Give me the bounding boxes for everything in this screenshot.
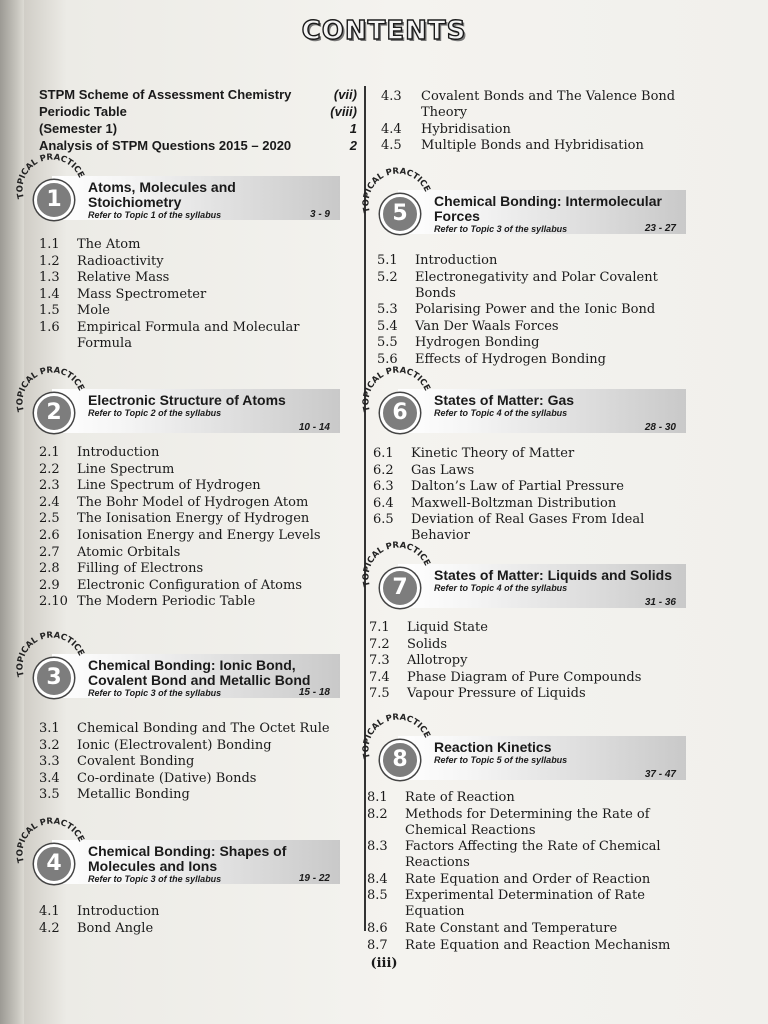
list-item xyxy=(39,787,357,803)
list-item xyxy=(367,807,687,839)
item-text: Rate Equation and Order of Reaction xyxy=(405,871,651,887)
prelim-label: Periodic Table xyxy=(39,104,127,119)
list-item xyxy=(367,872,687,888)
prelim-page: 1 xyxy=(349,121,357,136)
topic-items xyxy=(373,446,693,545)
item-number: 1.2 xyxy=(39,253,60,269)
item-text: Kinetic Theory of Matter xyxy=(411,446,575,461)
topic-items xyxy=(367,790,687,954)
item-number: 5.1 xyxy=(377,253,398,268)
item-text: Radioactivity xyxy=(77,253,164,269)
topic-items xyxy=(39,237,357,353)
item-number: 6.1 xyxy=(373,446,394,461)
list-item xyxy=(367,921,687,937)
prelim-page: (vii) xyxy=(333,87,357,102)
topic-header xyxy=(15,365,340,437)
item-text: Ionisation Energy and Energy Levels xyxy=(77,527,321,543)
list-item xyxy=(369,670,689,686)
list-item xyxy=(39,578,357,594)
list-item xyxy=(377,270,697,302)
item-text: Effects of Hydrogen Bonding xyxy=(415,351,606,367)
topic-page-range: 19 - 22 xyxy=(298,873,330,884)
list-item xyxy=(367,839,687,871)
svg-text:TOPICAL PRACTICE: TOPICAL PRACTICE xyxy=(361,540,432,588)
item-text: Dalton’s Law of Partial Pressure xyxy=(411,479,624,495)
topic-items xyxy=(39,445,357,611)
item-text: Vapour Pressure of Liquids xyxy=(407,686,586,702)
item-text: Rate Constant and Temperature xyxy=(405,920,618,936)
list-item xyxy=(39,478,357,494)
prelim-label: (Semester 1) xyxy=(39,121,118,136)
item-number: 6.5 xyxy=(373,512,394,528)
item-number: 3.1 xyxy=(39,721,60,736)
topic-header xyxy=(15,152,340,224)
item-number: 3.4 xyxy=(39,770,60,786)
list-item xyxy=(39,754,357,770)
list-item xyxy=(39,303,357,319)
item-number: 5.4 xyxy=(377,318,398,334)
item-number: 1.6 xyxy=(39,319,60,335)
list-item xyxy=(367,790,687,806)
item-number: 2.5 xyxy=(39,511,60,527)
svg-text:TOPICAL PRACTICE: TOPICAL PRACTICE xyxy=(15,816,86,864)
topic-syllabus-ref: Refer to Topic 3 of the syllabus xyxy=(88,874,222,884)
item-text: Hydrogen Bonding xyxy=(415,335,540,351)
topic-number-badge: 3 xyxy=(34,658,74,698)
topic-title: Atoms, Molecules and Stoichiometry xyxy=(88,179,236,210)
item-number: 5.2 xyxy=(377,269,398,285)
item-text: Allotropy xyxy=(407,653,468,669)
item-text: Van Der Waals Forces xyxy=(415,318,559,334)
item-number: 2.2 xyxy=(39,461,60,477)
item-text: Liquid State xyxy=(407,620,488,635)
list-item xyxy=(377,302,697,318)
list-item xyxy=(39,594,357,610)
item-number: 2.10 xyxy=(39,594,68,610)
prelim-label: Analysis of STPM Questions 2015 – 2020 xyxy=(39,138,292,153)
item-text: Phase Diagram of Pure Compounds xyxy=(407,669,642,685)
list-item xyxy=(39,511,357,527)
list-item xyxy=(373,512,693,544)
svg-text:TOPICAL PRACTICE: TOPICAL PRACTICE xyxy=(361,365,432,413)
item-number: 4.1 xyxy=(39,904,60,919)
topic-title: Electronic Structure of Atoms xyxy=(88,392,286,408)
topic-syllabus-ref: Refer to Topic 2 of the syllabus xyxy=(88,408,222,418)
topic-syllabus-ref: Refer to Topic 4 of the syllabus xyxy=(434,408,568,418)
item-number: 1.4 xyxy=(39,286,60,302)
topic-header xyxy=(361,365,686,437)
topic-page-range: 15 - 18 xyxy=(298,687,330,698)
item-text: Multiple Bonds and Hybridisation xyxy=(421,138,644,154)
item-number: 2.7 xyxy=(39,544,60,560)
topic-syllabus-ref: Refer to Topic 5 of the syllabus xyxy=(434,755,568,765)
list-item xyxy=(373,496,693,512)
svg-text:TOPICAL PRACTICE: TOPICAL PRACTICE xyxy=(361,166,432,214)
topic-title-block xyxy=(434,740,678,765)
topic-syllabus-ref: Refer to Topic 3 of the syllabus xyxy=(434,224,568,234)
item-number: 8.1 xyxy=(367,790,388,805)
item-text: Relative Mass xyxy=(77,270,170,286)
item-text: The Modern Periodic Table xyxy=(77,594,256,610)
topic-items xyxy=(39,904,357,937)
topic-number-badge: 5 xyxy=(380,194,420,234)
list-item xyxy=(39,287,357,303)
item-text: Chemical Bonding and The Octet Rule xyxy=(77,721,330,736)
svg-text:TOPICAL PRACTICE: TOPICAL PRACTICE xyxy=(361,712,432,760)
item-number: 7.4 xyxy=(369,669,390,685)
list-item xyxy=(373,479,693,495)
item-number: 2.1 xyxy=(39,445,60,460)
topic-title: Reaction Kinetics xyxy=(434,739,552,755)
item-text: Rate Equation and Reaction Mechanism xyxy=(405,937,671,953)
prelim-row xyxy=(39,137,357,154)
item-number: 5.3 xyxy=(377,302,398,318)
continued-topic-4-items xyxy=(381,89,701,155)
item-number: 7.5 xyxy=(369,686,390,702)
item-number: 7.2 xyxy=(369,636,390,652)
item-number: 3.5 xyxy=(39,787,60,803)
item-number: 8.7 xyxy=(367,937,388,953)
list-item xyxy=(39,254,357,270)
list-item xyxy=(39,445,357,461)
list-item xyxy=(367,888,687,920)
prelim-label: STPM Scheme of Assessment Chemistry xyxy=(39,87,292,102)
item-text: Mass Spectrometer xyxy=(77,286,207,302)
topic-number-badge: 7 xyxy=(380,568,420,608)
item-number: 4.3 xyxy=(381,89,402,104)
item-number: 7.1 xyxy=(369,620,390,635)
item-number: 4.4 xyxy=(381,121,402,137)
topic-title-block xyxy=(88,393,332,418)
list-item xyxy=(377,352,697,368)
contents-title: CONTENTS xyxy=(301,16,467,46)
list-item xyxy=(377,319,697,335)
topic-syllabus-ref: Refer to Topic 3 of the syllabus xyxy=(88,688,222,698)
prelim-row xyxy=(39,103,357,120)
topic-items xyxy=(39,721,357,804)
item-number: 1.5 xyxy=(39,303,60,319)
item-text: Filling of Electrons xyxy=(77,561,204,577)
svg-text:TOPICAL PRACTICE: TOPICAL PRACTICE xyxy=(15,152,86,200)
item-text: The Ionisation Energy of Hydrogen xyxy=(77,511,310,527)
item-number: 4.2 xyxy=(39,920,60,936)
item-text: Solids xyxy=(407,636,448,652)
topic-title: States of Matter: Liquids and Solids xyxy=(434,567,673,583)
item-text: Electronegativity and Polar Covalent Bonds xyxy=(415,269,658,301)
list-item xyxy=(39,921,357,937)
topic-title: Chemical Bonding: Intermolecular Forces xyxy=(434,193,662,224)
list-item xyxy=(369,637,689,653)
item-text: Mole xyxy=(77,303,110,319)
list-item xyxy=(39,561,357,577)
topic-title-block xyxy=(88,844,332,884)
item-text: The Atom xyxy=(77,237,141,252)
item-text: Co-ordinate (Dative) Bonds xyxy=(77,770,257,786)
item-number: 8.4 xyxy=(367,871,388,887)
prelim-row xyxy=(39,86,357,103)
item-text: Factors Affecting the Rate of Chemical Reactions xyxy=(405,839,661,871)
item-text: The Bohr Model of Hydrogen Atom xyxy=(77,494,309,510)
item-number: 7.3 xyxy=(369,653,390,669)
item-text: Rate of Reaction xyxy=(405,790,515,805)
list-item xyxy=(39,528,357,544)
item-number: 5.6 xyxy=(377,351,398,367)
item-number: 1.1 xyxy=(39,237,60,252)
item-number: 8.5 xyxy=(367,888,388,904)
item-text: Electronic Configuration of Atoms xyxy=(77,577,302,593)
item-number: 2.3 xyxy=(39,478,60,494)
topic-number-badge: 4 xyxy=(34,844,74,884)
item-number: 4.5 xyxy=(381,138,402,154)
prelim-page: (viii) xyxy=(330,104,357,119)
prelim-page: 2 xyxy=(349,138,357,153)
item-number: 6.4 xyxy=(373,495,394,511)
topic-title-block xyxy=(88,180,332,220)
prelim-row xyxy=(39,120,357,137)
list-item xyxy=(39,495,357,511)
list-item xyxy=(39,545,357,561)
list-item xyxy=(39,270,357,286)
list-item xyxy=(369,620,689,636)
topic-header xyxy=(361,166,686,238)
item-text: Covalent Bonds and The Valence Bond Theory xyxy=(421,89,676,120)
item-number: 8.3 xyxy=(367,839,388,855)
list-item xyxy=(39,237,357,253)
item-text: Atomic Orbitals xyxy=(77,544,181,560)
item-number: 2.8 xyxy=(39,561,60,577)
list-item xyxy=(369,653,689,669)
topic-items xyxy=(377,253,697,369)
topic-title-block xyxy=(434,393,678,418)
item-text: Line Spectrum of Hydrogen xyxy=(77,478,261,494)
topic-title-block xyxy=(88,658,332,698)
item-text: Metallic Bonding xyxy=(77,787,190,803)
item-text: Line Spectrum xyxy=(77,461,175,477)
item-text: Methods for Determining the Rate of Chemical Reactions xyxy=(405,806,650,838)
item-number: 2.9 xyxy=(39,577,60,593)
item-number: 3.2 xyxy=(39,737,60,753)
topic-title: States of Matter: Gas xyxy=(434,392,575,408)
item-text: Maxwell-Boltzman Distribution xyxy=(411,495,617,511)
item-text: Bond Angle xyxy=(77,920,154,936)
item-text: Gas Laws xyxy=(411,462,475,478)
item-text: Experimental Determination of Rate Equation xyxy=(405,888,645,920)
item-number: 8.2 xyxy=(367,806,388,822)
topic-number-badge: 6 xyxy=(380,393,420,433)
item-text: Polarising Power and the Ionic Bond xyxy=(415,302,656,318)
list-item xyxy=(39,462,357,478)
topic-page-range: 3 - 9 xyxy=(309,209,330,220)
topic-number-badge: 8 xyxy=(380,740,420,780)
item-number: 3.3 xyxy=(39,754,60,770)
svg-text:TOPICAL PRACTICE: TOPICAL PRACTICE xyxy=(15,630,86,678)
item-number: 6.3 xyxy=(373,479,394,495)
topic-page-range: 28 - 30 xyxy=(644,422,676,433)
item-number: 1.3 xyxy=(39,270,60,286)
topic-number-badge: 2 xyxy=(34,393,74,433)
list-item xyxy=(39,738,357,754)
list-item xyxy=(39,904,357,920)
list-item xyxy=(381,122,701,138)
topic-header xyxy=(361,712,686,784)
list-item xyxy=(39,320,357,352)
list-item xyxy=(367,938,687,954)
topic-page-range: 37 - 47 xyxy=(644,769,676,780)
topic-number-badge: 1 xyxy=(34,180,74,220)
topic-page-range: 10 - 14 xyxy=(298,422,330,433)
topic-title-block xyxy=(434,194,678,234)
list-item xyxy=(381,89,701,121)
list-item xyxy=(39,771,357,787)
item-text: Introduction xyxy=(415,253,498,268)
item-number: 5.5 xyxy=(377,335,398,351)
item-number: 6.2 xyxy=(373,462,394,478)
page-number: (iii) xyxy=(370,956,398,971)
topic-title: Chemical Bonding: Shapes of Molecules and Ions xyxy=(88,843,287,874)
topic-title: Chemical Bonding: Ionic Bond, Covalent Bond and Metallic Bond xyxy=(88,657,311,688)
topic-syllabus-ref: Refer to Topic 1 of the syllabus xyxy=(88,210,222,220)
topic-header xyxy=(15,816,340,888)
item-number: 8.6 xyxy=(367,920,388,936)
item-text: Introduction xyxy=(77,904,160,919)
item-text: Covalent Bonding xyxy=(77,754,195,770)
item-text: Deviation of Real Gases From Ideal Behavior xyxy=(411,512,645,544)
list-item xyxy=(39,721,357,737)
list-item xyxy=(381,138,701,154)
prelim-list xyxy=(39,86,357,154)
topic-header xyxy=(15,630,340,702)
item-number: 2.4 xyxy=(39,494,60,510)
item-text: Empirical Formula and Molecular Formula xyxy=(77,319,300,351)
topic-syllabus-ref: Refer to Topic 4 of the syllabus xyxy=(434,583,568,593)
topic-items xyxy=(369,620,689,703)
list-item xyxy=(377,335,697,351)
list-item xyxy=(373,463,693,479)
svg-text:TOPICAL PRACTICE: TOPICAL PRACTICE xyxy=(15,365,86,413)
topic-header xyxy=(361,540,686,612)
list-item xyxy=(369,686,689,702)
list-item xyxy=(377,253,697,269)
item-text: Ionic (Electrovalent) Bonding xyxy=(77,737,272,753)
topic-page-range: 31 - 36 xyxy=(644,597,676,608)
list-item xyxy=(373,446,693,462)
item-text: Introduction xyxy=(77,445,160,460)
item-number: 2.6 xyxy=(39,527,60,543)
topic-title-block xyxy=(434,568,678,593)
item-text: Hybridisation xyxy=(421,121,511,137)
topic-page-range: 23 - 27 xyxy=(644,223,676,234)
